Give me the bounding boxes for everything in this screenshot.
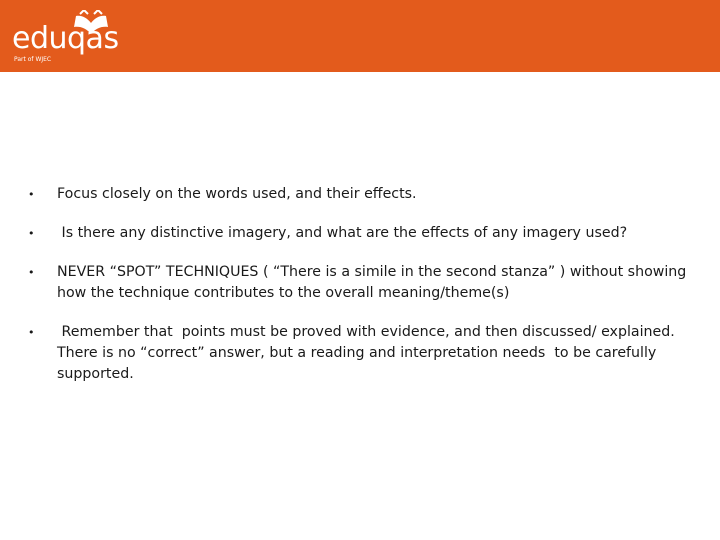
- list-item-text: Is there any distinctive imagery, and what are the effects of any imagery used?: [57, 225, 628, 241]
- bullet-list: [28, 184, 688, 385]
- logo-subtitle: Part of WJEC: [14, 56, 52, 63]
- bullet-marker: •: [28, 188, 35, 201]
- logo-wordmark: eduqas: [12, 21, 119, 56]
- eduqas-logo: [12, 10, 122, 66]
- list-item-text: NEVER “SPOT” TECHNIQUES ( “There is a simile in the second stanza” ) without showing how the technique contributes to the overall meaning/theme(s): [57, 264, 687, 301]
- bullet-marker: •: [28, 227, 35, 240]
- list-item: [28, 223, 688, 244]
- bullet-marker: •: [28, 266, 35, 279]
- header-bar: [0, 0, 720, 72]
- list-item: [28, 262, 688, 304]
- bullet-list-container: [28, 184, 688, 403]
- list-item: [28, 184, 688, 205]
- bullet-marker: •: [28, 326, 35, 339]
- list-item-text: Focus closely on the words used, and their effects.: [57, 186, 417, 202]
- list-item-text: Remember that points must be proved with evidence, and then discussed/ explained. There is no “correct” answer, but a reading and interpretation needs to be carefully supported.: [57, 324, 680, 382]
- list-item: [28, 322, 688, 385]
